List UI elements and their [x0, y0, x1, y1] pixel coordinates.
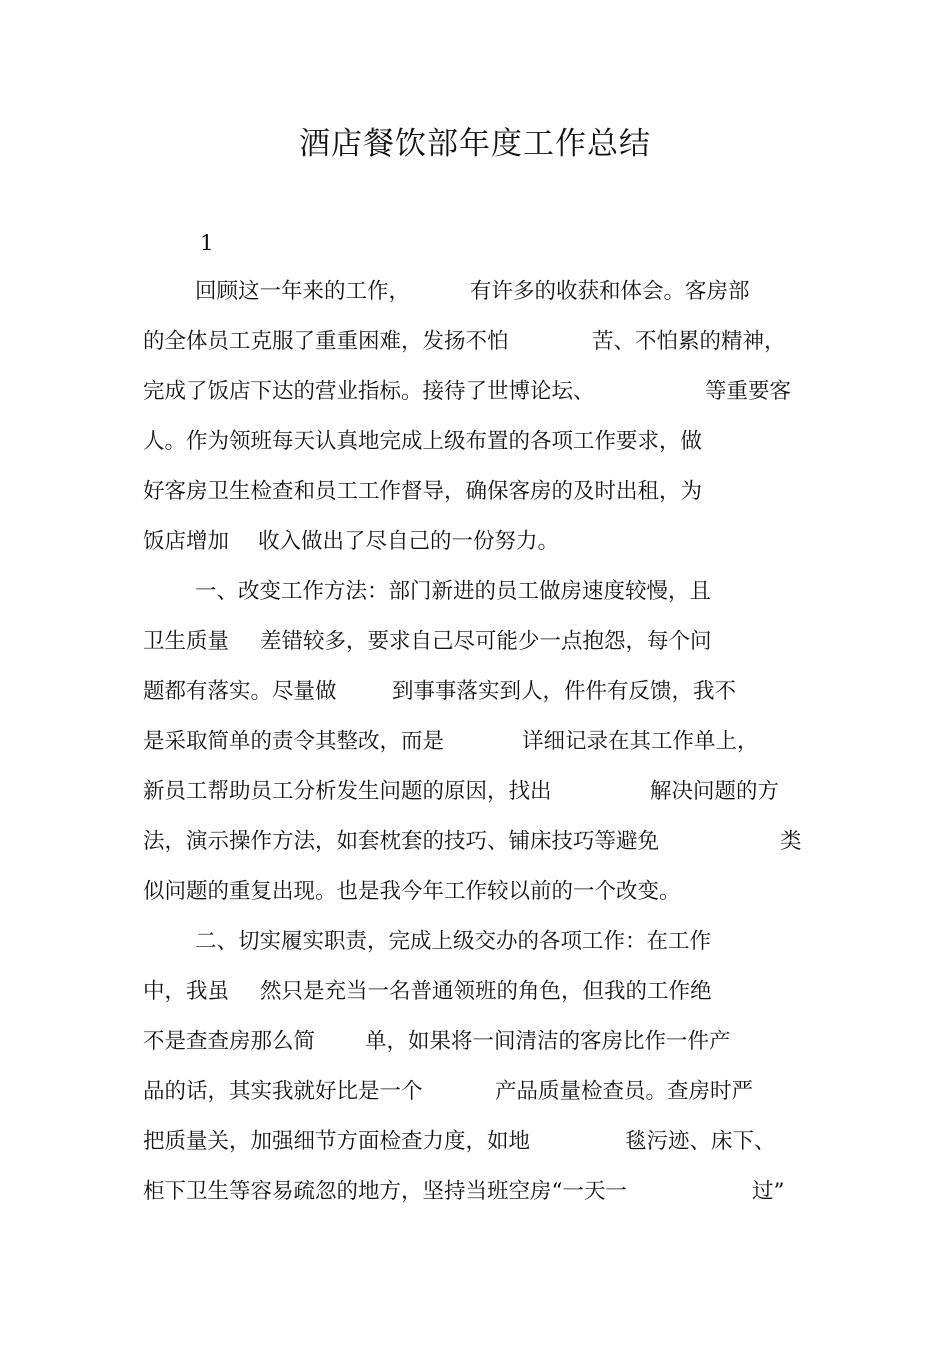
line-segment: 差错较多，要求自己尽可能少一点抱怨，每个问	[260, 629, 712, 654]
line-segment: 然只是充当一名普通领班的角色，但我的工作绝	[260, 979, 712, 1004]
line-segment: 详细记录在其工作单上，	[522, 729, 759, 754]
line-segment: 人。作为领班每天认真地完成上级布置的各项工作要求，做	[143, 429, 703, 454]
line-segment: 收入做出了尽自己的一份努力。	[258, 529, 560, 554]
line-segment: 卫生质量	[143, 629, 230, 654]
line-segment: 苦、不怕累的精神，	[592, 329, 786, 354]
line-segment: 解决问题的方	[650, 779, 780, 804]
line-segment: 饭店增加	[143, 529, 230, 554]
line-segment: 新员工帮助员工分析发生问题的原因，找出	[143, 779, 552, 804]
document-title: 酒店餐饮部年度工作总结	[299, 126, 651, 162]
line-segment: 不是查查房那么简	[143, 1029, 316, 1054]
line-segment: 单，如果将一间清洁的客房比作一件产	[365, 1029, 731, 1054]
line-segment: 似问题的重复出现。也是我今年工作较以前的一个改变。	[143, 879, 681, 904]
line-segment: 到事事落实到人，件件有反馈，我不	[392, 679, 737, 704]
line-segment: 把质量关，加强细节方面检查力度，如地	[143, 1129, 531, 1154]
line-segment: 的全体员工克服了重重困难，发扬不怕	[143, 329, 509, 354]
line-segment: 过”	[752, 1179, 785, 1204]
line-segment: 毯污迹、床下、	[625, 1129, 776, 1154]
line-segment: 二、切实履实职责，完成上级交办的各项工作：在工作	[195, 929, 712, 954]
line-segment: 有许多的收获和体会。客房部	[470, 279, 750, 304]
line-segment: 是采取简单的责令其整改，而是	[143, 729, 445, 754]
line-segment: 好客房卫生检查和员工工作督导，确保客房的及时出租，为	[143, 479, 703, 504]
line-segment: 类	[780, 829, 802, 854]
line-segment: 法，演示操作方法，如套枕套的技巧、铺床技巧等避免	[143, 829, 660, 854]
line-segment: 中，我虽	[143, 979, 230, 1004]
line-segment: 完成了饭店下达的营业指标。接待了世博论坛、	[143, 379, 595, 404]
line-segment: 产品质量检查员。查房时严	[495, 1079, 754, 1104]
section-number: 1	[200, 231, 214, 256]
line-segment: 一、改变工作方法：部门新进的员工做房速度较慢，且	[195, 579, 712, 604]
line-segment: 等重要客	[705, 379, 792, 404]
line-segment: 题都有落实。尽量做	[143, 679, 337, 704]
line-segment: 品的话，其实我就好比是一个	[143, 1079, 423, 1104]
line-segment: 回顾这一年来的工作，	[195, 279, 411, 304]
line-segment: 柜下卫生等容易疏忽的地方，坚持当班空房“一天一	[143, 1179, 627, 1204]
